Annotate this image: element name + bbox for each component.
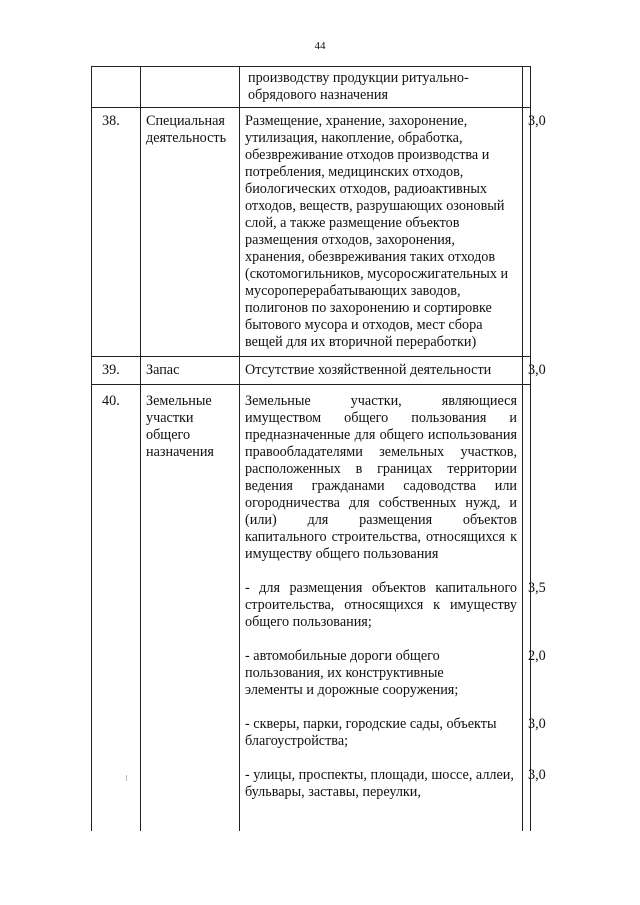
subitem-text: - для размещения объектов капитального строительства, относящихся к имуществу общего пользования; <box>240 577 523 645</box>
page-number: 44 <box>314 40 326 52</box>
table-row <box>92 108 531 357</box>
subitem-coefficient: 2,0 <box>523 645 531 713</box>
subitem-text: - улицы, проспекты, площади, шоссе, аллеи, бульвары, заставы, переулки, <box>240 764 523 831</box>
table-row <box>92 357 531 385</box>
row-name-cell: Запас <box>141 357 240 385</box>
subitem-text: - автомобильные дороги общего пользования, их конструктивные элементы и дорожные сооружения; <box>240 645 523 713</box>
land-use-table <box>91 66 546 831</box>
row-description-cell: Отсутствие хозяйственной деятельности <box>240 357 523 385</box>
subitem-text: - скверы, парки, городские сады, объекты благоустройства; <box>240 713 523 764</box>
row-number-cell: 39. <box>92 357 141 385</box>
table-row <box>92 385 531 578</box>
row-name-cell: Земельные участки общего назначения <box>141 385 240 832</box>
row-name-cell: Специальная деятельность <box>141 108 240 357</box>
row-description-cell: Размещение, хранение, захоронение, утилизация, накопление, обработка, обезвреживание отходов производства и потребления, медицинских отходов, биологических отходов, радиоактивных отходов, веществ, разрушающих озоновый слой, а также размещение объектов размещения отходов, захоронения, хранения, обезвреживания таких отходов (скотомогильников, мусоросжигательных и мусороперерабатывающих заводов, полигонов по захоронению и сортировке бытового мусора и отходов, мест сбора вещей для их вторичной переработки) <box>240 108 523 357</box>
row-description-cell: Земельные участки, являющиеся имуществом общего пользования и предназначенные для общего использования правообладателями земельных участков, расположенных в границах территории ведения гражданами садоводства или огородничества для собственных нужд, и (или) для размещения объектов капитального строительства, относящихся к имуществу общего пользования <box>240 385 523 578</box>
row-coefficient-cell <box>523 67 531 108</box>
row-coefficient-cell: 3,0 <box>523 357 531 385</box>
row-number-cell <box>92 67 141 108</box>
subitem-coefficient: 3,0 <box>523 713 531 764</box>
scan-mark <box>126 775 127 781</box>
subitem-coefficient: 3,0 <box>523 764 531 831</box>
row-coefficient-cell: 3,0 <box>523 108 531 357</box>
row-description-cell: производству продукции ритуально-обрядового назначения <box>240 67 523 108</box>
row-coefficient-cell <box>523 385 531 578</box>
row-number-cell: 40. <box>92 385 141 832</box>
row-name-cell <box>141 67 240 108</box>
subitem-coefficient: 3,5 <box>523 577 531 645</box>
row-number-cell: 38. <box>92 108 141 357</box>
table-row-continued <box>92 67 531 108</box>
